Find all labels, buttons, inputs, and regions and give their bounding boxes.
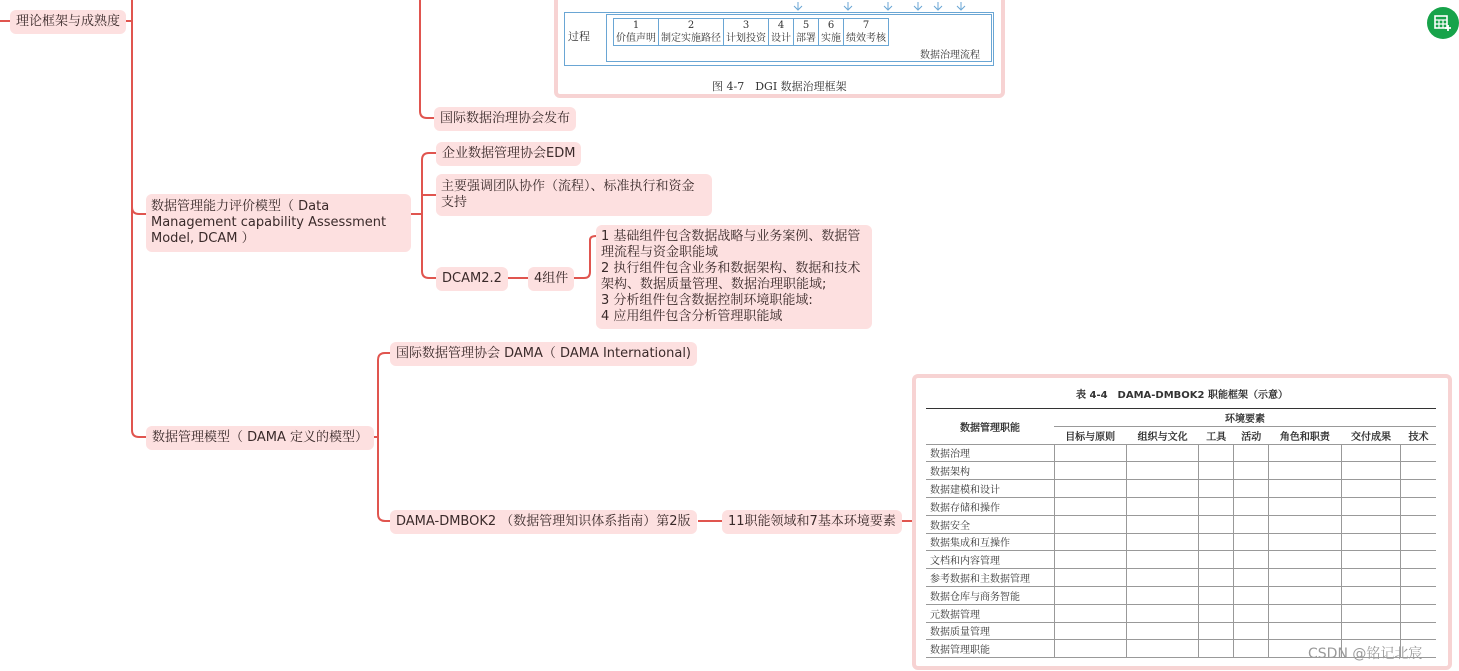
- table-cell: [1234, 551, 1269, 569]
- table-cell: [1234, 480, 1269, 498]
- table-cell: [1199, 604, 1234, 622]
- table-cell: [1054, 569, 1126, 587]
- table-cell: [1341, 569, 1401, 587]
- table-cell: [1126, 533, 1198, 551]
- table-cell: [1199, 551, 1234, 569]
- table-cell: [1401, 569, 1436, 587]
- row-header: 数据管理职能: [926, 409, 1054, 445]
- table-cell: [1126, 480, 1198, 498]
- table-cell: [1234, 622, 1269, 640]
- dama-table-image[interactable]: [912, 374, 1452, 670]
- node-four-components[interactable]: 4组件: [528, 267, 574, 291]
- table-cell: [1199, 569, 1234, 587]
- row-label: 数据集成和互操作: [926, 533, 1054, 551]
- table-cell: [1234, 604, 1269, 622]
- table-cell: [1234, 497, 1269, 515]
- table-cell: [1126, 622, 1198, 640]
- table-cell: [1126, 569, 1198, 587]
- node-dgi-publisher[interactable]: 国际数据治理协会发布: [434, 107, 576, 131]
- table-row: [926, 533, 1436, 551]
- table-cell: [1054, 515, 1126, 533]
- table-cell: [1401, 604, 1436, 622]
- table-cell: [1126, 586, 1198, 604]
- table-row: [926, 444, 1436, 462]
- table-cell: [1126, 497, 1198, 515]
- node-component-details[interactable]: [596, 225, 872, 329]
- table-cell: [1269, 444, 1341, 462]
- table-cell: [1199, 622, 1234, 640]
- table-cell: [1234, 569, 1269, 587]
- node-dcam[interactable]: 数据管理能力评价模型（ Data Management capability Assessment Model, DCAM ）: [146, 194, 411, 252]
- table-row: [926, 551, 1436, 569]
- table-cell: [1199, 640, 1234, 658]
- table-cell: [1269, 586, 1341, 604]
- table-cell: [1234, 462, 1269, 480]
- table-cell: [1401, 533, 1436, 551]
- table-cell: [1401, 480, 1436, 498]
- table-cell: [1341, 533, 1401, 551]
- step-6: 6 实施: [819, 19, 844, 46]
- table-cell: [1269, 569, 1341, 587]
- row-label: 元数据管理: [926, 604, 1054, 622]
- node-eleven-domains[interactable]: 11职能领域和7基本环境要素: [722, 510, 902, 534]
- table-caption: 表 4-4 DAMA-DMBOK2 职能框架（示意）: [1076, 390, 1288, 401]
- table-cell: [1401, 551, 1436, 569]
- table-cell: [1054, 604, 1126, 622]
- table-cell: [1401, 515, 1436, 533]
- table-cell: [1126, 444, 1198, 462]
- table-cell: [1199, 533, 1234, 551]
- column-header: 工具: [1199, 426, 1234, 444]
- table-cell: [1054, 586, 1126, 604]
- table-cell: [1269, 533, 1341, 551]
- table-cell: [1126, 515, 1198, 533]
- row-label: 数据管理职能: [926, 640, 1054, 658]
- table-row: [926, 622, 1436, 640]
- table-cell: [1234, 533, 1269, 551]
- row-label: 数据架构: [926, 462, 1054, 480]
- table-row: [926, 604, 1436, 622]
- column-header: 交付成果: [1341, 426, 1401, 444]
- table-cell: [1341, 586, 1401, 604]
- table-cell: [1054, 497, 1126, 515]
- add-table-icon[interactable]: [1427, 7, 1459, 39]
- step-3: 3 计划投资: [724, 19, 769, 46]
- step-1: 1 价值声明: [614, 19, 659, 46]
- table-cell: [1126, 604, 1198, 622]
- watermark: CSDN @铭记北宸: [1308, 646, 1423, 662]
- node-emphasis[interactable]: 主要强调团队协作（流程）、标准执行和资金支持: [436, 174, 712, 216]
- table-cell: [1341, 497, 1401, 515]
- table-cell: [1341, 480, 1401, 498]
- figure-caption: 图 4-7 DGI 数据治理框架: [712, 80, 847, 93]
- table-cell: [1234, 444, 1269, 462]
- table-cell: [1341, 604, 1401, 622]
- table-cell: [1054, 551, 1126, 569]
- table-cell: [1199, 444, 1234, 462]
- table-cell: [1269, 515, 1341, 533]
- table-cell: [1199, 462, 1234, 480]
- table-cell: [1199, 515, 1234, 533]
- table-cell: [1401, 622, 1436, 640]
- table-cell: [1234, 515, 1269, 533]
- node-theory-framework[interactable]: 理论框架与成熟度: [10, 10, 126, 34]
- step-4: 4 设计: [769, 19, 794, 46]
- dgi-figure-image[interactable]: [554, 0, 1005, 98]
- table-cell: [1054, 462, 1126, 480]
- row-label: 数据仓库与商务智能: [926, 586, 1054, 604]
- column-header: 角色和职责: [1269, 426, 1341, 444]
- table-cell: [1126, 551, 1198, 569]
- process-label: 过程: [568, 30, 590, 43]
- node-dama-international[interactable]: 国际数据管理协会 DAMA（ DAMA International): [390, 342, 697, 366]
- component-line-4: 4 应用组件包含分析管理职能域: [601, 309, 783, 324]
- step-7: 7 绩效考核: [844, 19, 889, 46]
- table-row: [926, 462, 1436, 480]
- table-cell: [1269, 551, 1341, 569]
- row-label: 数据质量管理: [926, 622, 1054, 640]
- table-cell: [1401, 586, 1436, 604]
- row-label: 数据建模和设计: [926, 480, 1054, 498]
- row-label: 数据治理: [926, 444, 1054, 462]
- component-line-2: 2 执行组件包含业务和数据架构、数据和技术架构、数据质量管理、数据治理职能域;: [601, 261, 861, 292]
- table-cell: [1234, 640, 1269, 658]
- node-dcam22[interactable]: DCAM2.2: [436, 267, 508, 291]
- table-cell: [1199, 586, 1234, 604]
- table-cell: [1054, 640, 1126, 658]
- column-header: 组织与文化: [1126, 426, 1198, 444]
- table-cell: [1401, 462, 1436, 480]
- table-cell: [1234, 586, 1269, 604]
- table-cell: [1341, 515, 1401, 533]
- table-row: [926, 480, 1436, 498]
- row-label: 数据安全: [926, 515, 1054, 533]
- table-cell: [1054, 622, 1126, 640]
- node-edm[interactable]: 企业数据管理协会EDM: [436, 142, 581, 166]
- row-label: 文档和内容管理: [926, 551, 1054, 569]
- table-row: [926, 497, 1436, 515]
- table-cell: [1199, 480, 1234, 498]
- component-line-3: 3 分析组件包含数据控制环境职能域:: [601, 293, 813, 308]
- table-cell: [1341, 622, 1401, 640]
- table-cell: [1269, 497, 1341, 515]
- table-cell: [1054, 480, 1126, 498]
- row-label: 参考数据和主数据管理: [926, 569, 1054, 587]
- table-cell: [1199, 497, 1234, 515]
- table-cell: [1341, 551, 1401, 569]
- table-row: [926, 515, 1436, 533]
- process-steps: [613, 18, 889, 46]
- table-cell: [1269, 462, 1341, 480]
- table-cell: [1401, 444, 1436, 462]
- row-label: 数据存储和操作: [926, 497, 1054, 515]
- table-cell: [1269, 622, 1341, 640]
- flow-label: 数据治理流程: [920, 50, 980, 61]
- table-cell: [1401, 497, 1436, 515]
- node-dmbok2[interactable]: DAMA-DMBOK2 （数据管理知识体系指南）第2版: [390, 510, 697, 534]
- node-dama-model[interactable]: 数据管理模型（ DAMA 定义的模型）: [146, 426, 374, 450]
- step-2: 2 制定实施路径: [659, 19, 724, 46]
- table-row: [926, 569, 1436, 587]
- column-header: 技术: [1401, 426, 1436, 444]
- table-cell: [1269, 604, 1341, 622]
- table-cell: [1054, 533, 1126, 551]
- table-cell: [1054, 444, 1126, 462]
- table-cell: [1269, 480, 1341, 498]
- table-cell: [1126, 640, 1198, 658]
- table-row: [926, 586, 1436, 604]
- table-cell: [1341, 444, 1401, 462]
- step-5: 5 部署: [794, 19, 819, 46]
- table-cell: [1126, 462, 1198, 480]
- column-header: 目标与原则: [1054, 426, 1126, 444]
- group-header: 环境要素: [1054, 409, 1436, 427]
- table-cell: [1341, 462, 1401, 480]
- dama-table: [926, 408, 1436, 658]
- column-header: 活动: [1234, 426, 1269, 444]
- component-line-1: 1 基础组件包含数据战略与业务案例、数据管理流程与资金职能域: [601, 229, 861, 260]
